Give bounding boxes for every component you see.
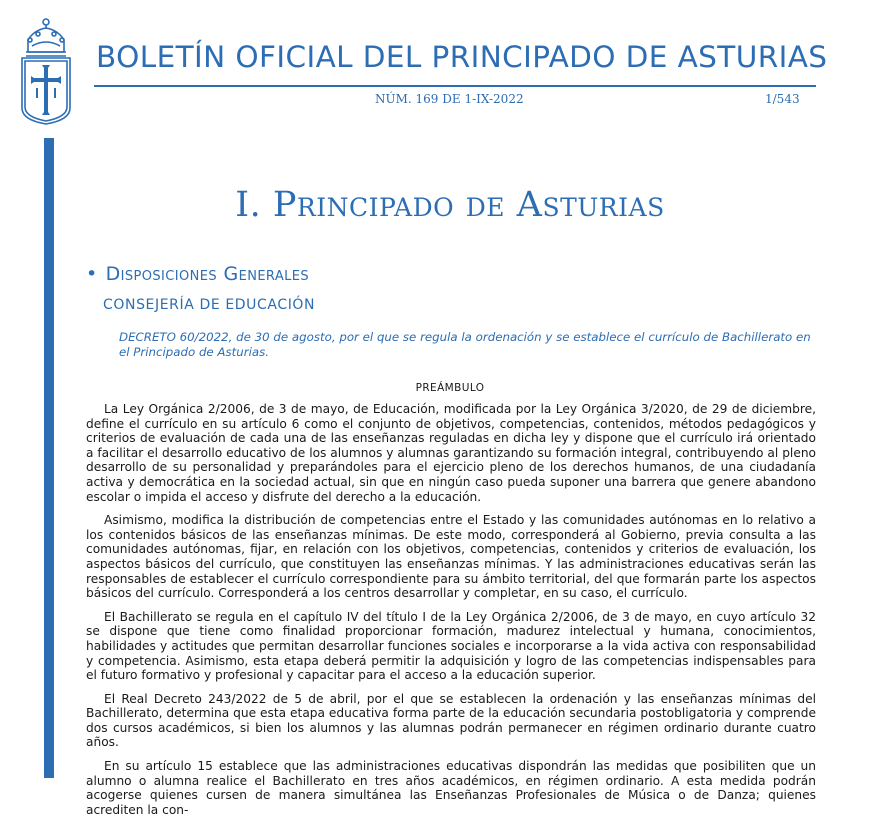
issue-number: NÚM. 169 DE 1-IX-2022 xyxy=(375,92,524,106)
page-number: 1/543 xyxy=(765,92,800,106)
subsection-heading xyxy=(86,263,309,285)
section-title: I. Principado de Asturias xyxy=(235,185,665,225)
paragraph: El Real Decreto 243/2022 de 5 de abril, por el que se establecen la ordenación y las enseñanzas mínimas del Bachillerato, determina que esta etapa educativa forma parte de la educación secundaria postobligatoria y comprende dos cursos académicos, si bien los alumnos y las alumnas podrán permanecer en régimen ordinario durante cuatro años. xyxy=(86,691,816,750)
decree-title: DECRETO 60/2022, de 30 de agosto, por el que se regula la ordenación y se establece el currículo de Bachillerato en el Principado de Asturias. xyxy=(119,330,811,359)
preamble-heading: PREÁMBULO xyxy=(415,382,485,394)
paragraph: El Bachillerato se regula en el capítulo IV del título I de la Ley Orgánica 2/2006, de 3 de mayo, en cuyo artículo 32 se dispone que tiene como finalidad proporcionar formación, madurez intelectual y humana, conocimientos, habilidades y actitudes que permitan desarrollar funciones sociales e incorporarse a la vida activa con responsabilidad y competencia. Asimismo, esta etapa deberá permitir la adquisición y logro de las competencias indispensables para el futuro formativo y profesional y capacitar para el acceso a la educación superior. xyxy=(86,609,816,683)
preamble-body xyxy=(86,402,816,826)
section-side-bar xyxy=(44,138,54,778)
bulletin-title: BOLETÍN OFICIAL DEL PRINCIPADO DE ASTURIAS xyxy=(96,40,828,74)
bullet-icon: • xyxy=(86,263,98,285)
paragraph: La Ley Orgánica 2/2006, de 3 de mayo, de Educación, modificada por la Ley Orgánica 3/2020, de 29 de diciembre, define el currículo en su artículo 6 como el conjunto de objetivos, competencias, contenidos, métodos pedagógicos y criterios de evaluación de cada una de las enseñanzas reguladas en dicha ley y dispone que el currículo irá orientado a facilitar el desarrollo educativo de los alumnos y alumnas garantizando su formación integral, contribuyendo al pleno desarrollo de su personalidad y preparándoles para el ejercicio pleno de los derechos humanos, de una ciudadanía activa y democrática en la sociedad actual, sin que en ningún caso pueda suponer una barrera que genere abandono escolar o impida el acceso y disfrute del derecho a la educación. xyxy=(86,402,816,504)
department-name: CONSEJERÍA DE EDUCACIÓN xyxy=(103,297,316,313)
subsection-label: Disposiciones Generales xyxy=(105,263,310,285)
paragraph: Asimismo, modifica la distribución de competencias entre el Estado y las comunidades autónomas en lo relativo a los contenidos básicos de las enseñanzas mínimas. De este modo, corresponderá al Gobierno, previa consulta a las comunidades autónomas, fijar, en relación con los objetivos, competencias, contenidos y criterios de evaluación, los aspectos básicos del currículo, que constituyen las enseñanzas mínimas. Y las administraciones educativas serán las responsables de establecer el currículo correspondiente para su ámbito territorial, del que formarán parte los aspectos básicos del currículo. Corresponderá a los centros desarrollar y completar, en su caso, el currículo. xyxy=(86,513,816,601)
asturias-coat-of-arms-icon xyxy=(18,16,74,126)
header-divider xyxy=(94,85,816,87)
paragraph: En su artículo 15 establece que las administraciones educativas dispondrán las medidas que posibiliten que un alumno o alumna realice el Bachillerato en tres años académicos, en régimen ordinario. A esta medida podrán acogerse quienes cursen de manera simultánea las Enseñanzas Profesionales de Música o de Danza; quienes acrediten la con- xyxy=(86,759,816,817)
